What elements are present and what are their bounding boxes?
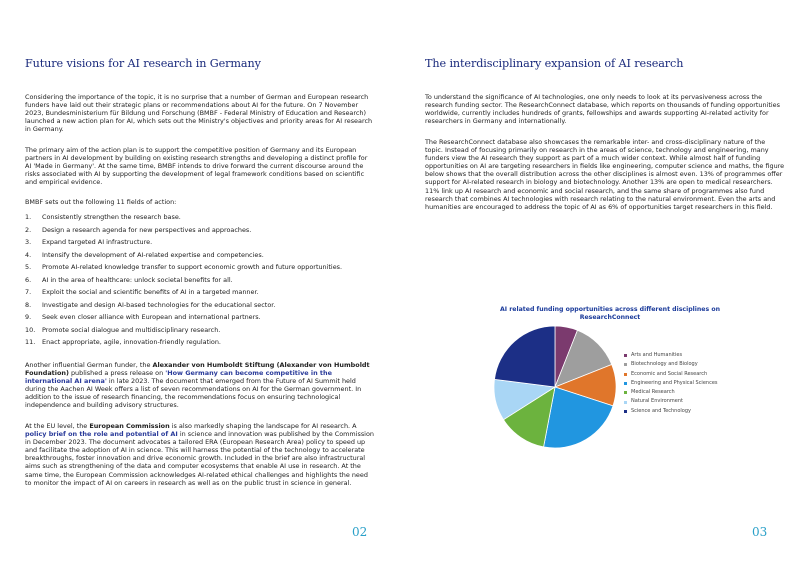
list-item: 1. Consistently strengthen the research base. [25,213,181,221]
legend-item [624,388,718,397]
left-paragraph-5: At the EU level, the European Commission is also markedly shaping the landscape for AI research. A policy brief on the role and potential of AI in science and innovation was published by the Commission in December 2023. The document advocates a tailored ERA (European Research Area) policy to speed up and facilitate the adoption of AI in science. This will harness the potential of the technology to accelerate breakthroughs, foster innovation and drive economic growth. Included in the brief are also infrastructural aims such as strengthening of the data and computer ecosystems that enable AI use in research. At the same time, the European Commission acknowledges AI-related ethical challenges and highlights the need to monitor the impact of AI on careers in research as well as on the public trust in science in general. [25,422,374,487]
legend-label: Economic and Social Research [631,370,708,377]
left-paragraph-1: Considering the importance of the topic, it is no surprise that a number of German and European research funders have laid out their strategic plans or recommendations about AI for the future. On 7 November 2023, Bundesministerium für Bildung und Forschung (BMBF - Federal Ministry of Education and Research) launched a new action plan for AI, which sets out the Ministry's objectives and priority areas for AI research in Germany. [25,93,373,134]
left-paragraph-3: BMBF sets out the following 11 fields of action: [25,198,177,206]
legend-swatch [624,410,627,413]
european-commission-name: European Commission [89,422,170,430]
legend-item [624,407,718,416]
humboldt-foundation-name: Alexander von Humboldt Stiftung (Alexander von Humboldt Foundation) [25,361,370,378]
page-number-left: 02 [352,525,368,539]
legend-swatch [624,363,627,366]
list-item: 4. Intensify the development of AI-related expertise and competencies. [25,250,264,259]
legend-item [624,370,718,379]
page-number-right: 03 [752,525,768,539]
right-page [400,0,800,565]
legend-swatch [624,354,627,357]
legend-swatch [624,391,627,394]
list-item: 3. Expand targeted AI infrastructure. [25,238,153,246]
legend-item [624,351,718,360]
list-item: 11. Enact appropriate, agile, innovation-friendly regulation. [25,338,221,346]
left-paragraph-2: The primary aim of the action plan is to support the competitive position of Germany and its European partners in AI development by building on existing research strengths and developing a distinct profile for AI 'Made in Germany'. At the same time, BMBF intends to drive forward the current discourse around the risks associated with AI by supporting the development of legal framework conditions based on scientific and empirical evidence. [25,146,368,187]
left-heading: Future visions for AI research in Germany [25,57,261,70]
list-item: 2. Design a research agenda for new perspectives and approaches. [25,225,252,234]
legend-item [624,379,718,388]
list-item: 7. Exploit the social and scientific benefits of AI in a targeted manner. [25,288,259,296]
humboldt-press-release-link[interactable]: 'How Germany can become competitive in the international AI arena' [25,369,332,386]
left-paragraph-4: Another influential German funder, the Alexander von Humboldt Stiftung (Alexander von Humboldt Foundation) published a press release on 'How Germany can become competitive in the international AI arena' in late 2023. The document that emerged from the Future of AI Summit held during the Aachen AI Week offers a list of seven recommendations on AI for the German government. In addition to the issue of research financing, the recommendations focus on ensuring technological independence and building advisory structures. [25,361,370,410]
legend-label: Natural Environment [631,398,683,405]
list-item: 9. Seek even closer alliance with European and international partners. [25,313,261,321]
legend-label: Medical Research [631,389,675,396]
legend-label: Science and Technology [631,407,691,414]
chart-legend [624,351,718,416]
right-paragraph-1: To understand the significance of AI technologies, one only needs to look at its pervasiveness across the research funding sector. The ResearchConnect database, which reports on thousands of funding opportunities worldwide, currently includes hundreds of grants, fellowships and awards supporting AI-related activity for researchers in Germany and internationally. [425,93,780,126]
right-heading: The interdisciplinary expansion of AI research [425,57,684,70]
list-item: 10. Promote social dialogue and multidisciplinary research. [25,325,221,334]
right-paragraph-2: The ResearchConnect database also showcases the remarkable inter- and cross-disciplinary nature of the topic. Instead of focusing primarily on research in the areas of science, technology and engineering, many funders view the AI research they support as part of a much wider context. While almost half of funding opportunities on AI are targeting researchers in fields like engineering, computer science and maths, the figure below shows that the overall distribution across the other disciplines is almost even. 13% of programmes offer support for AI-related research in biology and biotechnology. Another 13% are open to medical researchers. 11% link up AI research and economic and social research, and the same share of programmes also fund research that combines AI technologies with research relating to the natural environment. Even the arts and humanities are encouraged to address the topic of AI as 6% of opportunities target researchers in this field. [425,138,785,211]
list-item: 8. Investigate and design AI-based technologies for the educational sector. [25,300,276,309]
chart-title: AI related funding opportunities across different disciplines on ResearchConnect [500,306,720,321]
policy-brief-link[interactable]: policy brief on the role and potential of AI [25,430,178,439]
list-item: 6. AI in the area of healthcare: unlock societal benefits for all. [25,275,233,284]
fields-of-action-list [25,213,375,351]
legend-swatch [624,382,627,385]
pie-chart [490,322,620,452]
legend-label: Engineering and Physical Sciences [631,379,718,386]
legend-item [624,397,718,406]
pie-slice-science-and-technology [494,326,555,387]
list-item: 5. Promote AI-related knowledge transfer to support economic growth and future opportunities. [25,263,343,271]
legend-label: Biotechnology and Biology [631,361,698,368]
legend-swatch [624,373,627,376]
legend-label: Arts and Humanities [631,352,683,358]
legend-item [624,360,718,369]
legend-swatch [624,401,627,404]
